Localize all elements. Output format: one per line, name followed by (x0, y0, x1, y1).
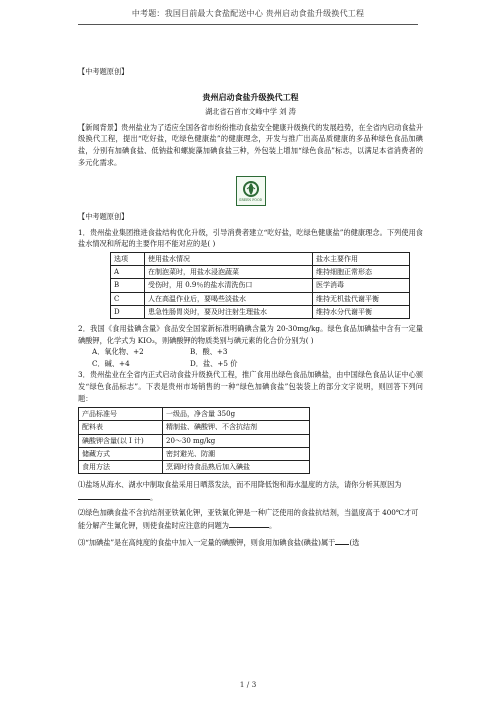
table-row (79, 434, 310, 447)
document-body (78, 66, 423, 548)
table-row (79, 460, 310, 473)
table-row (79, 447, 310, 460)
choice-b: B．酸、+3 (190, 347, 228, 357)
table-cell: 储藏方式 (79, 447, 163, 460)
table-cell: 患急性肠胃炎时，要及时注射生理盐水 (145, 305, 313, 318)
table-cell: 产品标准号 (79, 408, 163, 421)
sub-question-1 (78, 479, 423, 503)
table-cell: 维持无机盐代谢平衡 (313, 292, 410, 305)
table-cell: 精制盐、碘酸钾、不含抗结剂 (163, 421, 310, 434)
logo-caption: GREEN FOOD (238, 198, 263, 203)
table-cell: A (111, 266, 145, 279)
answer-blank[interactable] (229, 519, 269, 528)
article-title: 贵州启动食盐升级换代工程 (202, 91, 299, 102)
table-header-cell: 选项 (111, 252, 145, 265)
header-rule (78, 24, 418, 25)
table-header-row (111, 252, 410, 265)
choice-d: D．盐、+5 价 (190, 358, 238, 368)
table-cell: 人在高温作业后，要喝些淡盐水 (145, 292, 313, 305)
table-cell: 维持细胞正常形态 (313, 266, 410, 279)
answer-blank[interactable] (78, 491, 150, 500)
answer-blank[interactable] (335, 536, 349, 545)
sub-question-2 (78, 507, 423, 531)
sub-question-1-text: ⑴盐场从海水、湖水中制取食盐采用日晒蒸发法，而不用降低饱和海水温度的方法，请你分析其原因为 (78, 480, 402, 490)
question-3-stem: 3．贵州盐业在全省内正式启动食盐升级换代工程，推广食用出绿色食品加碘盐，由中国绿色食品认证中心颁发“绿色食品标志”。下表是贵州市场销售的一种“绿色加碘食盐”包装袋上的部分文字说明，则回答下列问题： (78, 370, 423, 403)
section-tag: 【中考题原创】 (78, 67, 129, 76)
table-row (111, 292, 410, 305)
choice-a: A．氧化物、+2 (92, 347, 144, 357)
table-cell: 烹调时待食品熟后加入碘盐 (163, 460, 310, 473)
table-cell: D (111, 305, 145, 318)
table-row (111, 305, 410, 318)
table-cell: 食用方法 (79, 460, 163, 473)
logo-container (78, 176, 423, 206)
page-number: 1 / 3 (239, 680, 257, 689)
table-cell: 20～30 mg/kg (163, 434, 310, 447)
sub-question-3-text: ⑶“加碘盐”是在高纯度的食盐中加入一定量的碘酸钾，则食用加碘食盐(碘盐)属于 (78, 537, 336, 547)
author-line: 湖北省石首市文峰中学 刘 涛 (205, 107, 296, 117)
table-cell: C (111, 292, 145, 305)
sub-question-3-end: (选 (349, 537, 360, 547)
table-cell: 碘酸钾含量(以 I 计) (79, 434, 163, 447)
table-cell: 一级品，净含量 350g (163, 408, 310, 421)
table-header-cell: 使用盐水情况 (145, 252, 313, 265)
choice-c: C．碱、+4 (92, 358, 130, 368)
table-cell: 医学消毒 (313, 279, 410, 292)
question-2-stem: 2．我国《食用盐碘含量》食品安全国家新标准明确碘含量为 20-30mg/kg。绿色食品加碘盐中含有一定量碘酸钾，化学式为 KIO₃，则碘酸钾的物质类别与碘元素的化合价分别为( ) (78, 323, 423, 345)
table-cell: B (111, 279, 145, 292)
question-1-stem: 1．贵州盐业集团推进食盐结构优化升级，引导消费者建立“吃好盐，吃绿色健康盐”的健康理念。下列使用食盐水情况和所起的主要作用不能对应的是( ) (78, 227, 423, 249)
table-row (111, 279, 410, 292)
table-cell: 维持水分代谢平衡 (313, 305, 410, 318)
salt-label-table (78, 407, 310, 474)
question-2-choices (78, 346, 423, 369)
table-row (79, 421, 310, 434)
sub-question-3 (78, 536, 423, 549)
page-header: 中考题：我国目前最大食盐配送中心 贵州启动食盐升级换代工程 (131, 9, 365, 18)
table-cell: 受伤时，用 0.9％的盐水清洗伤口 (145, 279, 313, 292)
sub-question-1-end: 。 (150, 492, 158, 502)
section-tag: 【中考题原创】 (78, 212, 129, 222)
table-cell: 配料表 (79, 421, 163, 434)
table-cell: 密封避光、防潮 (163, 447, 310, 460)
sub-question-2-end: 。 (268, 520, 277, 530)
green-food-logo-icon (236, 176, 266, 206)
sub-question-2-text: ⑵绿色加碘食盐不含抗结剂亚铁氰化钾，亚铁氰化钾是一种广泛使用的食盐抗结剂，当温度高于 400℃才可能分解产生氰化钾，则使食盐时应注意的问题为 (78, 508, 419, 530)
table-cell: 在制泡菜时，用盐水浸泡蔬菜 (145, 266, 313, 279)
table-row (111, 266, 410, 279)
news-background: 【新闻背景】贵州盐业为了适应全国各省市纷纷推动食盐安全健康升级换代的发展趋势，在全省内启动食盐升级换代工程，提出“吃好盐，吃绿色健康盐”的健康理念，开发与推广出高品质健康的多品种绿色食品加碘盐，分别有加碘食盐、低钠盐和螺旋藻加碘食盐三种，外包装上增加“绿色食品”标志，以满足本省消费者的多元化需求。 (78, 122, 424, 167)
table-header-cell: 盐水主要作用 (313, 252, 410, 265)
question-1-table (110, 252, 410, 319)
table-row (79, 408, 310, 421)
